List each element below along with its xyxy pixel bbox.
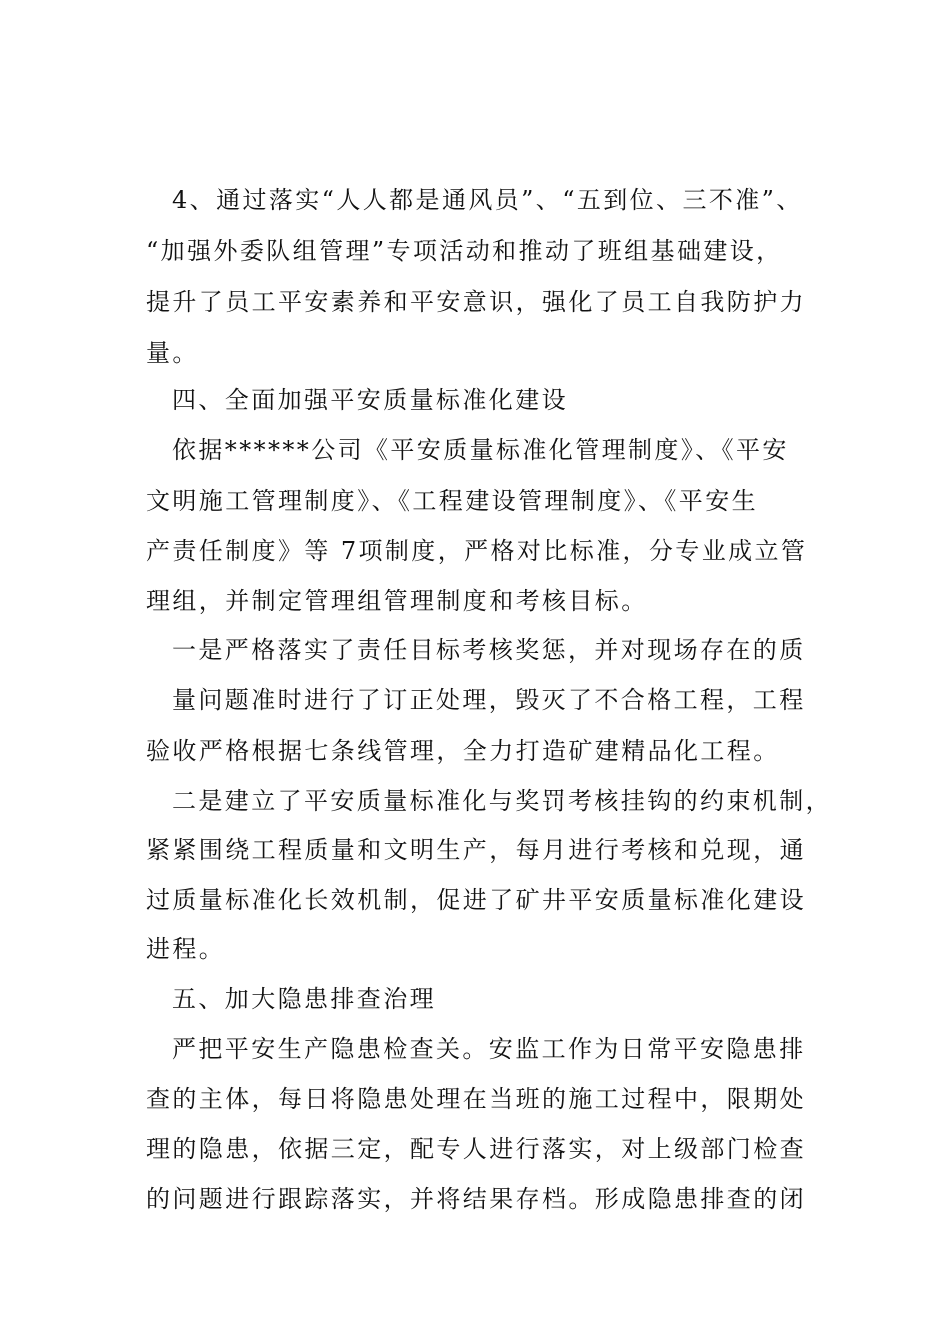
paragraph-line: 过质量标准化长效机制，促进了矿井平安质量标准化建设 bbox=[146, 886, 806, 914]
paragraph-line: 量问题准时进行了订正处理，毁灭了不合格工程，工程 bbox=[172, 686, 806, 714]
paragraph-line: 一是严格落实了责任目标考核奖惩，并对现场存在的质 bbox=[172, 636, 806, 664]
paragraph-line: 严把平安生产隐患检查关。安监工作为日常平安隐患排 bbox=[172, 1035, 806, 1063]
paragraph-line: 产责任制度》等 7项制度，严格对比标准，分专业成立管 bbox=[146, 537, 808, 565]
paragraph-line: 查的主体，每日将隐患处理在当班的施工过程中，限期处 bbox=[146, 1085, 806, 1113]
paragraph-line: 文明施工管理制度》、《工程建设管理制度》、《平安生 bbox=[146, 487, 758, 515]
paragraph-line: 依据******公司《平安质量标准化管理制度》、《平安 bbox=[172, 436, 789, 464]
paragraph-line: 4、通过落实“人人都是通风员”、“五到位、三不准”、 bbox=[172, 186, 803, 214]
paragraph-line: 理组，并制定管理组管理制度和考核目标。 bbox=[146, 587, 648, 615]
paragraph-line: 二是建立了平安质量标准化与奖罚考核挂钩的约束机制， bbox=[172, 787, 832, 815]
paragraph-line: 量。 bbox=[146, 339, 199, 367]
paragraph-line: 的问题进行跟踪落实，并将结果存档。形成隐患排查的闭 bbox=[146, 1185, 806, 1213]
section-heading: 四、全面加强平安质量标准化建设 bbox=[172, 386, 568, 414]
paragraph-line: 验收严格根据七条线管理，全力打造矿建精品化工程。 bbox=[146, 737, 780, 765]
paragraph-line: 理的隐患，依据三定，配专人进行落实，对上级部门检查 bbox=[146, 1135, 806, 1163]
paragraph-line: 紧紧围绕工程质量和文明生产，每月进行考核和兑现，通 bbox=[146, 836, 806, 864]
paragraph-line: 提升了员工平安素养和平安意识，强化了员工自我防护力 bbox=[146, 288, 806, 316]
section-heading: 五、加大隐患排查治理 bbox=[172, 985, 436, 1013]
paragraph-line: 进程。 bbox=[146, 935, 226, 963]
paragraph-line: “加强外委队组管理”专项活动和推动了班组基础建设， bbox=[146, 237, 783, 265]
